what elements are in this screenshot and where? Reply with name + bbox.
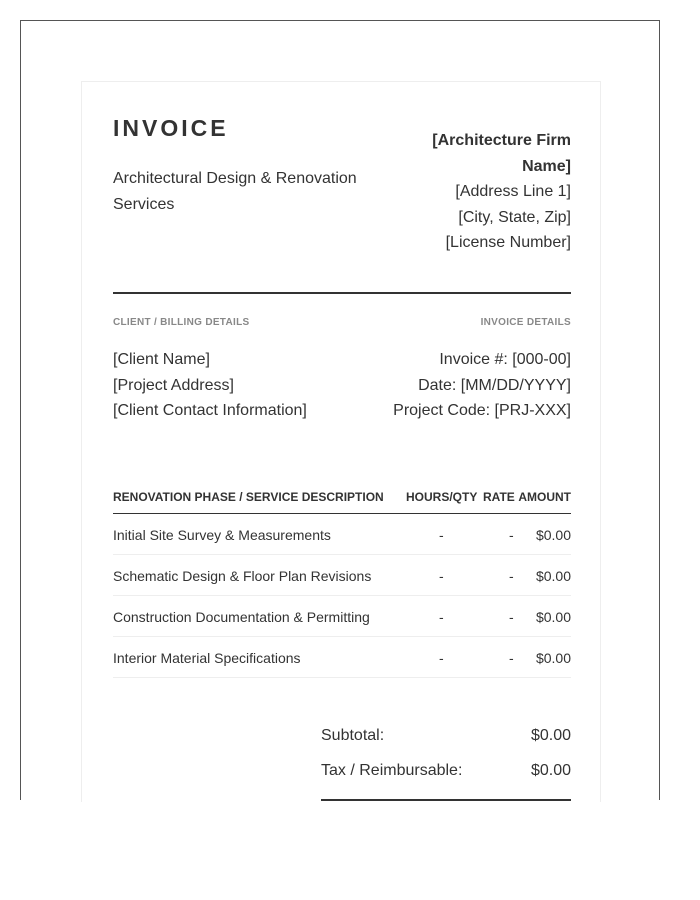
table-header-divider xyxy=(113,513,571,514)
row-rate: - xyxy=(509,609,514,625)
header-amount: AMOUNT xyxy=(518,490,571,504)
project-code: Project Code: [PRJ-XXX] xyxy=(393,402,571,420)
row-description: Construction Documentation & Permitting xyxy=(113,609,370,625)
invoice-section-label: INVOICE DETAILS xyxy=(480,317,571,328)
row-hours: - xyxy=(439,527,444,543)
firm-license: [License Number] xyxy=(445,234,571,252)
invoice-number: Invoice #: [000-00] xyxy=(439,351,571,368)
firm-name: [Architecture Firm Name] xyxy=(432,132,571,175)
row-description: Interior Material Specifications xyxy=(113,650,301,666)
subtotal-label: Subtotal: xyxy=(321,727,385,744)
firm-info xyxy=(396,128,571,256)
tax-value: $0.00 xyxy=(530,762,571,779)
header-divider xyxy=(113,292,571,294)
invoice-subtitle: Architectural Design & Renovation Services xyxy=(113,170,357,213)
firm-city-state-zip: [City, State, Zip] xyxy=(458,208,571,226)
tax-label: Tax / Reimbursable: xyxy=(321,762,463,779)
invoice-card xyxy=(81,81,601,802)
subtotal-value: $0.00 xyxy=(530,727,571,744)
header-hours: HOURS/QTY xyxy=(406,490,478,504)
row-hours: - xyxy=(439,650,444,666)
row-rate: - xyxy=(509,650,514,666)
invoice-content xyxy=(113,82,571,779)
row-amount: $0.00 xyxy=(535,527,571,543)
client-details xyxy=(113,347,307,424)
header-description: RENOVATION PHASE / SERVICE DESCRIPTION xyxy=(113,490,384,504)
row-hours: - xyxy=(439,609,444,625)
row-divider xyxy=(113,677,571,678)
totals-divider xyxy=(321,799,571,801)
row-description: Initial Site Survey & Measurements xyxy=(113,527,331,543)
invoice-header xyxy=(113,82,571,292)
row-amount: $0.00 xyxy=(535,650,571,666)
firm-address-line: [Address Line 1] xyxy=(455,183,571,201)
row-amount: $0.00 xyxy=(535,568,571,584)
client-address: [Project Address] xyxy=(113,376,234,394)
row-amount: $0.00 xyxy=(535,609,571,625)
row-divider xyxy=(113,554,571,555)
row-divider xyxy=(113,636,571,637)
row-hours: - xyxy=(439,568,444,584)
invoice-title: INVOICE xyxy=(113,115,229,141)
header-rate: RATE xyxy=(483,490,515,504)
client-contact: [Client Contact Information] xyxy=(113,402,307,420)
invoice-details xyxy=(393,347,571,424)
row-rate: - xyxy=(509,568,514,584)
client-section-label: CLIENT / BILLING DETAILS xyxy=(113,317,250,328)
row-divider xyxy=(113,595,571,596)
client-name: [Client Name] xyxy=(113,351,210,368)
row-rate: - xyxy=(509,527,514,543)
invoice-date: Date: [MM/DD/YYYY] xyxy=(418,376,571,394)
row-description: Schematic Design & Floor Plan Revisions xyxy=(113,568,372,584)
